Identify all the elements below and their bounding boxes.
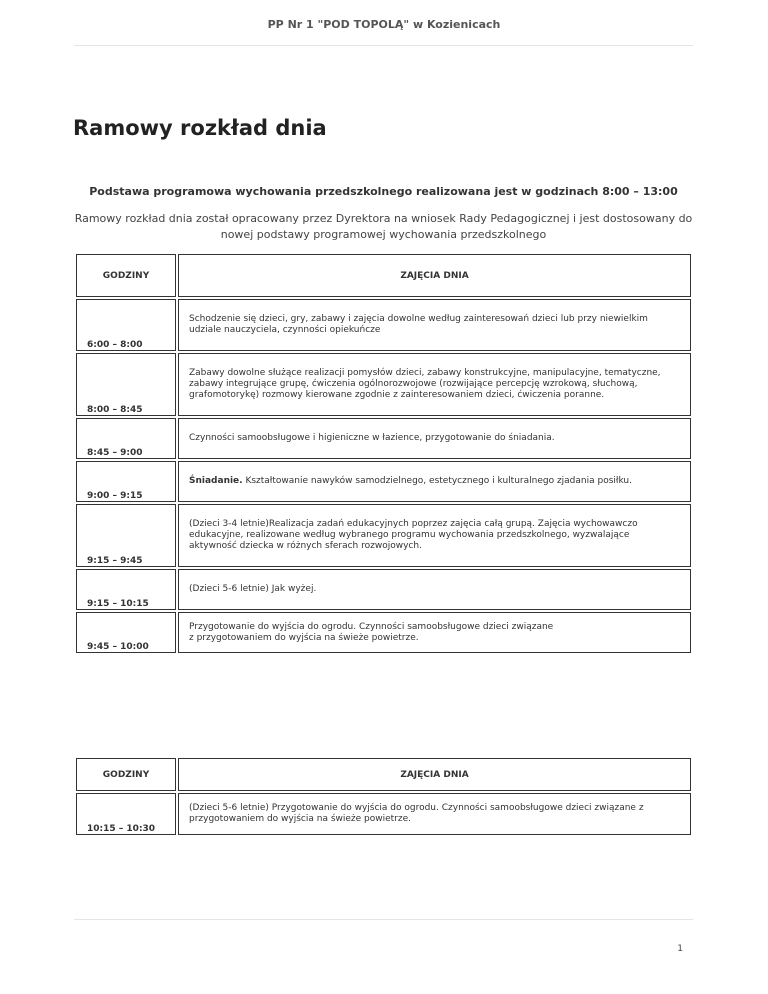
table-row — [76, 353, 691, 416]
page-header-school-name: PP Nr 1 "POD TOPOLĄ" w Kozienicach — [267, 18, 501, 31]
row-time: 9:15 – 10:15 — [76, 569, 176, 610]
row-description-line-2: z przygotowaniem do wyjścia na świeże powietrze. — [189, 632, 419, 643]
row-description: Czynności samoobsługowe i higieniczne w łazience, przygotowanie do śniadania. — [178, 418, 691, 459]
column-header-hours: GODZINY — [76, 254, 176, 297]
row-description: (Dzieci 5-6 letnie) Przygotowanie do wyjścia do ogrodu. Czynności samoobsługowe dzieci związane z przygotowaniem do wyjścia na świeże powietrze. — [178, 793, 691, 835]
row-description — [178, 612, 691, 653]
row-description-rest: Kształtowanie nawyków samodzielnego, estetycznego i kulturalnego zjadania posiłku. — [242, 476, 632, 486]
table-row — [76, 612, 691, 653]
row-time: 9:45 – 10:00 — [76, 612, 176, 653]
table-row — [76, 504, 691, 567]
header-divider — [74, 45, 693, 46]
table-row — [76, 569, 691, 610]
table-row — [76, 299, 691, 351]
schedule-table-2 — [74, 756, 693, 837]
row-description — [178, 461, 691, 502]
row-time: 9:00 – 9:15 — [76, 461, 176, 502]
schedule-table-1 — [74, 252, 693, 655]
column-header-hours: GODZINY — [76, 758, 176, 791]
column-header-activities: ZAJĘCIA DNIA — [178, 758, 691, 791]
table-header-row — [76, 254, 691, 297]
row-time: 8:45 – 9:00 — [76, 418, 176, 459]
row-time: 8:00 – 8:45 — [76, 353, 176, 416]
row-description: Zabawy dowolne służące realizacji pomysłów dzieci, zabawy konstrukcyjne, manipulacyjne, tematyczne, zabawy integrujące grupę, ćwiczenia ogólnorozwojowe (rozwijające percepcję wzrokową, słuchową, grafomotorykę) rozmowy kierowane zgodnie z zainteresowaniem dzieci, ćwiczenia poranne. — [178, 353, 691, 416]
page-title: Ramowy rozkład dnia — [73, 116, 327, 140]
row-time: 6:00 – 8:00 — [76, 299, 176, 351]
row-description: (Dzieci 5-6 letnie) Jak wyżej. — [178, 569, 691, 610]
row-description-line-1: Przygotowanie do wyjścia do ogrodu. Czynności samoobsługowe dzieci związane — [189, 621, 554, 632]
document-subtitle: Podstawa programowa wychowania przedszkolnego realizowana jest w godzinach 8:00 – 13:00 — [89, 185, 678, 198]
column-header-activities: ZAJĘCIA DNIA — [178, 254, 691, 297]
footer-divider — [74, 919, 693, 920]
table-row — [76, 793, 691, 835]
row-time: 9:15 – 9:45 — [76, 504, 176, 567]
document-intro: Ramowy rozkład dnia został opracowany przez Dyrektora na wniosek Rady Pedagogicznej i jest dostosowany do nowej podstawy programowej wychowania przedszkolnego — [74, 212, 693, 241]
table-header-row — [76, 758, 691, 791]
row-time: 10:15 – 10:30 — [76, 793, 176, 835]
row-description: (Dzieci 3-4 letnie)Realizacja zadań edukacyjnych poprzez zajęcia całą grupą. Zajęcia wychowawczo edukacyjne, realizowane według wybranego programu wychowania przedszkolnego, wyzwalające aktywność dziecka w różnych sferach rozwojowych. — [178, 504, 691, 567]
row-description-bold: Śniadanie. — [189, 476, 243, 486]
row-description: Schodzenie się dzieci, gry, zabawy i zajęcia dowolne według zainteresowań dzieci lub przy niewielkim udziale nauczyciela, czynności opiekuńcze — [178, 299, 691, 351]
page-number: 1 — [677, 944, 683, 954]
table-row — [76, 418, 691, 459]
table-row — [76, 461, 691, 502]
